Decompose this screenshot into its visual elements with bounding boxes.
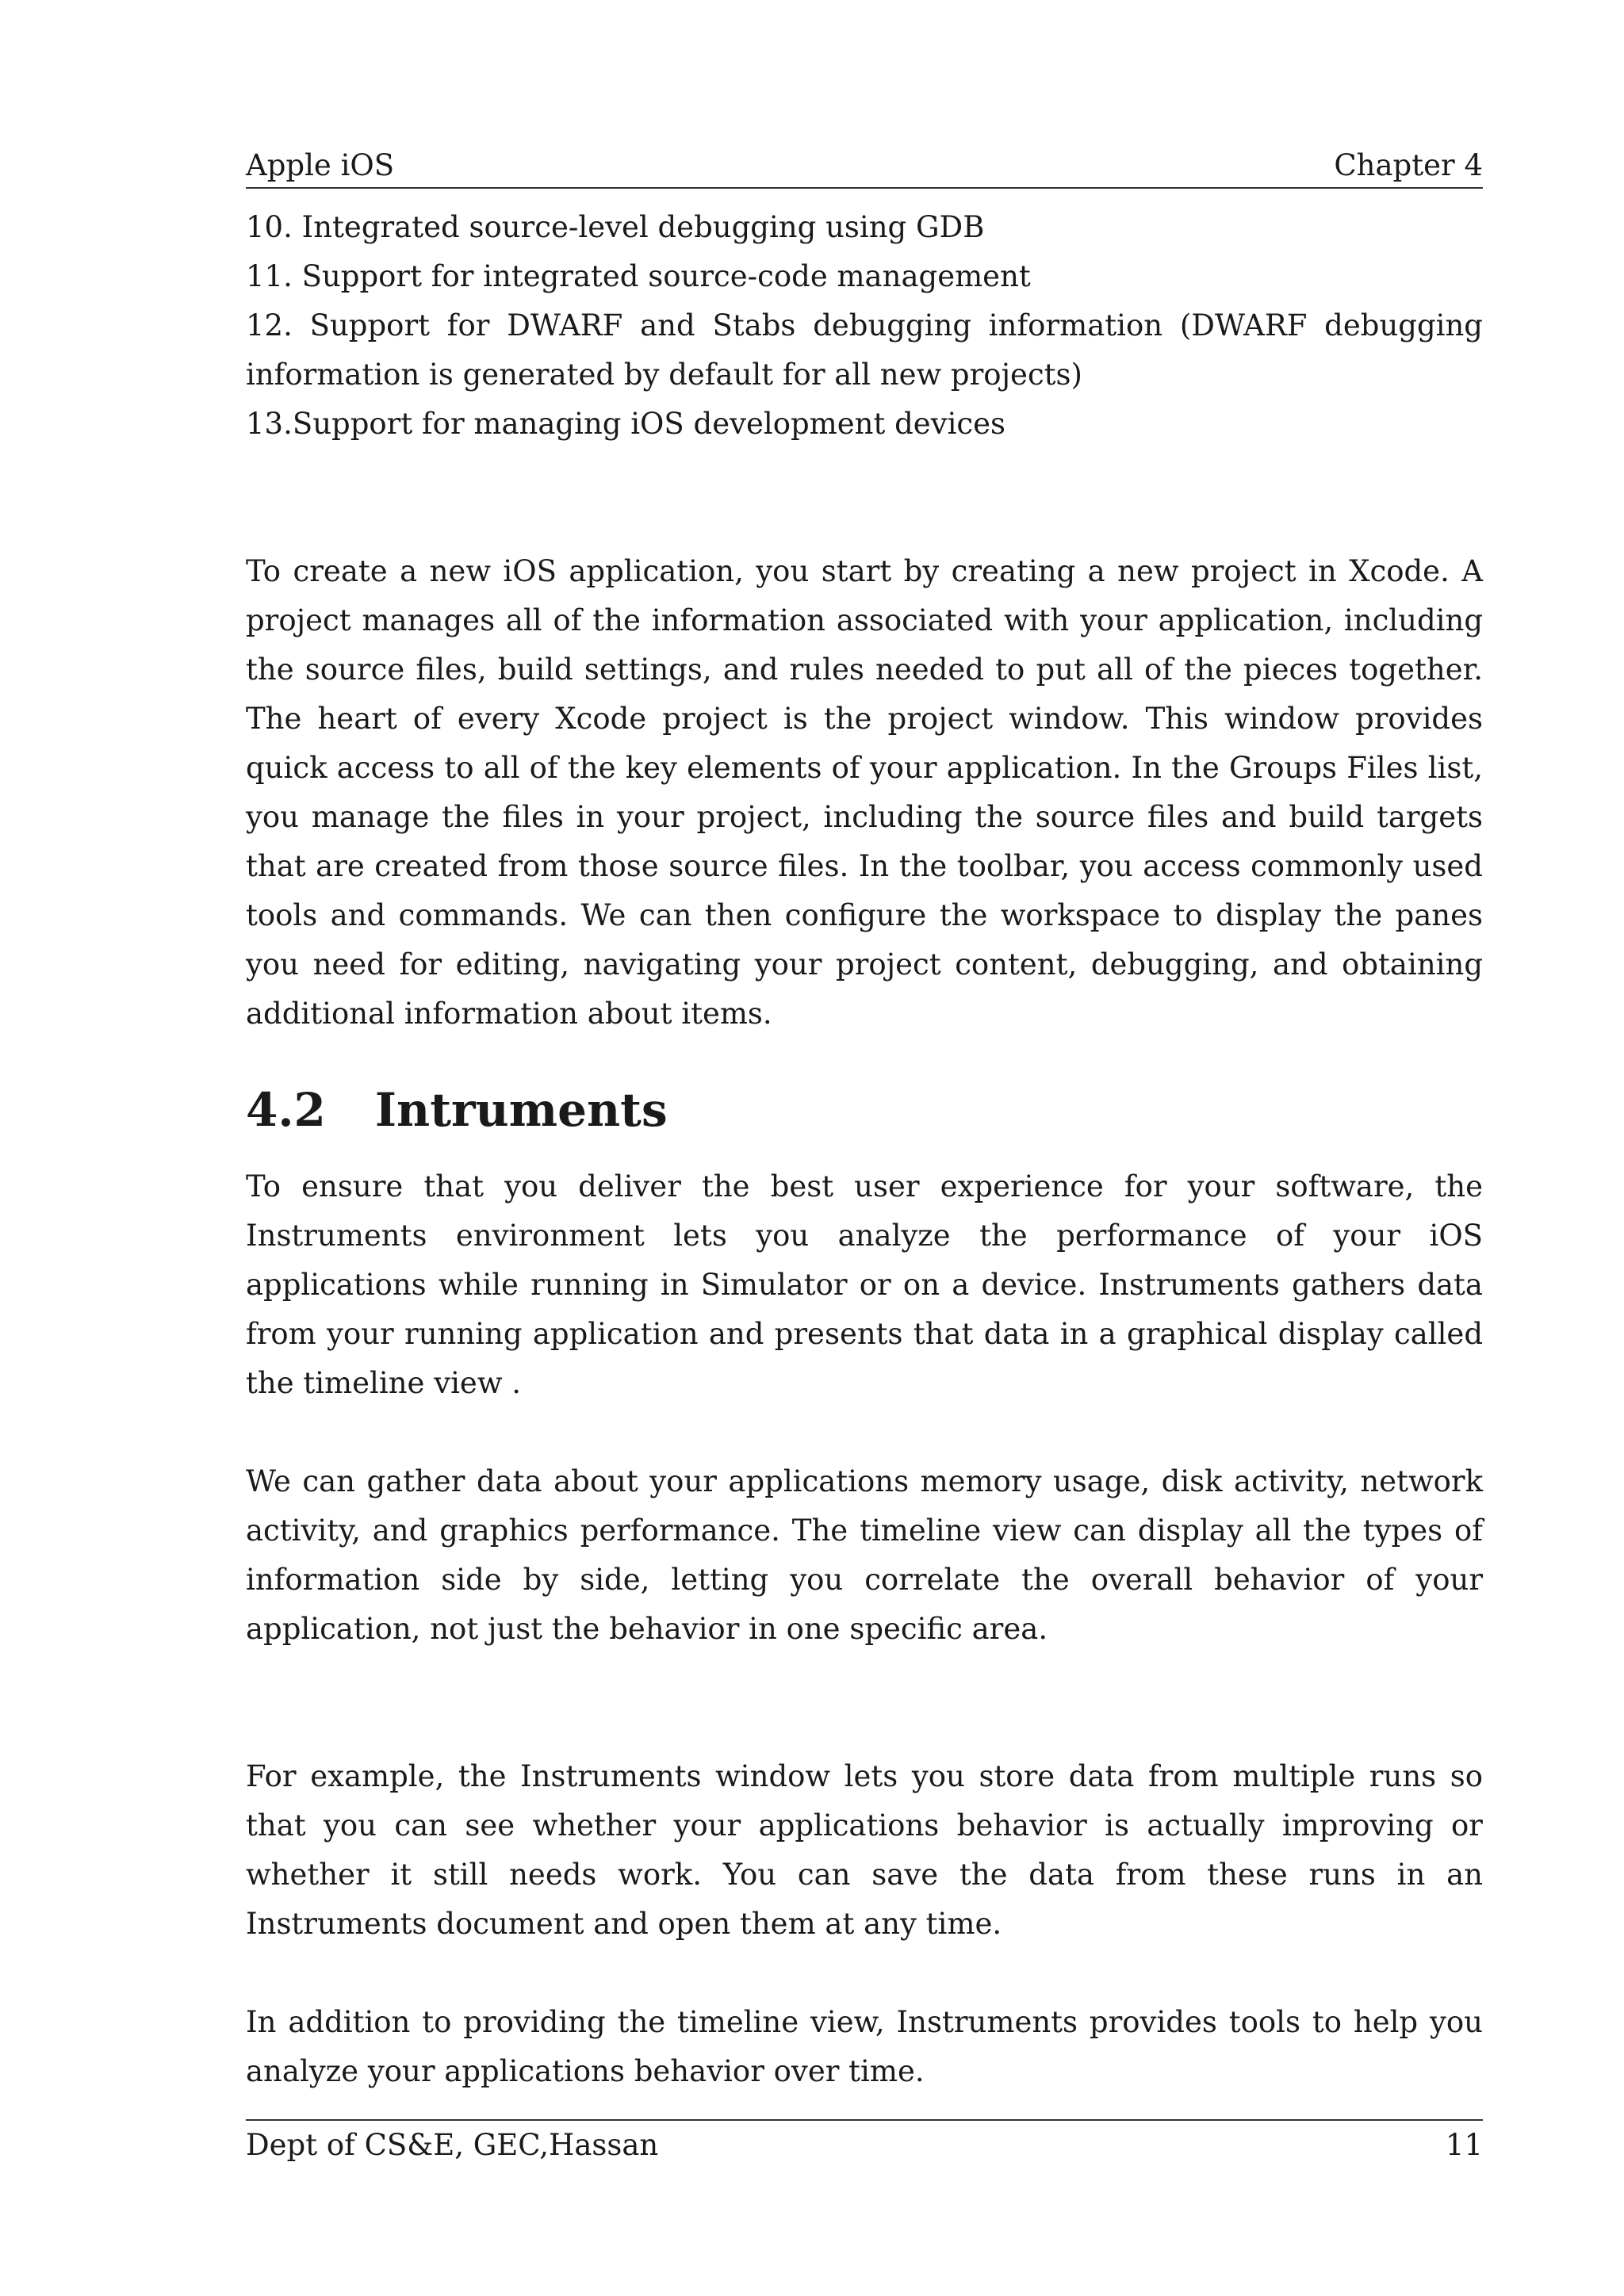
list-item: 13.Support for managing iOS development devices	[246, 407, 1006, 441]
spacer	[246, 1142, 1483, 1162]
list-item: 11. Support for integrated source-code management	[246, 259, 1031, 293]
header-title: Apple iOS	[246, 148, 395, 182]
section-number: 4.2	[246, 1083, 326, 1137]
spacer	[246, 1949, 1483, 1998]
footer-department: Dept of CS&E, GEC,Hassan	[246, 2128, 659, 2162]
paragraph: To ensure that you deliver the best user experience for your software, the Instruments environment lets you analyze the performance of your iOS applications while running in Simulator or on a device. Instruments gathers data from your running application and presents that data in a graphical display called the timeline view .	[246, 1169, 1483, 1400]
list-item: 12. Support for DWARF and Stabs debugging information (DWARF debugging information is generated by default for all new projects)	[246, 308, 1483, 392]
paragraph: For example, the Instruments window lets you store data from multiple runs so that you can see whether your applications behavior is actually improving or whether it still needs work. You can save the data from these runs in an Instruments document and open them at any time.	[246, 1759, 1483, 1941]
section-title: Intruments	[374, 1083, 668, 1137]
header-chapter: Chapter 4	[1334, 148, 1483, 182]
running-footer	[246, 2126, 1483, 2164]
document-page	[246, 0, 1483, 2296]
spacer	[246, 449, 1483, 547]
list-item: 10. Integrated source-level debugging using GDB	[246, 210, 985, 244]
spacer	[246, 1039, 1483, 1078]
feature-list	[246, 203, 1483, 449]
running-header	[246, 147, 1483, 185]
section-heading	[246, 1078, 1483, 1142]
spacer	[246, 1408, 1483, 1457]
page-number: 11	[1445, 2128, 1483, 2162]
page-body	[246, 203, 1483, 2096]
spacer	[246, 1654, 1483, 1752]
header-rule	[246, 187, 1483, 189]
paragraph: We can gather data about your applications memory usage, disk activity, network activity, and graphics performance. The timeline view can display all the types of information side by side, letting you correlate the overall behavior of your application, not just the behavior in one specific area.	[246, 1464, 1483, 1646]
paragraph: In addition to providing the timeline view, Instruments provides tools to help you analyze your applications behavior over time.	[246, 2005, 1483, 2088]
paragraph-intro: To create a new iOS application, you start by creating a new project in Xcode. A project manages all of the information associated with your application, including the source files, build settings, and rules needed to put all of the pieces together. The heart of every Xcode project is the project window. This window provides quick access to all of the key elements of your application. In the Groups Files list, you manage the files in your project, including the source files and build targets that are created from those source files. In the toolbar, you access commonly used tools and commands. We can then configure the workspace to display the panes you need for editing, navigating your project content, debugging, and obtaining additional information about items.	[246, 554, 1483, 1031]
footer-rule	[246, 2119, 1483, 2121]
